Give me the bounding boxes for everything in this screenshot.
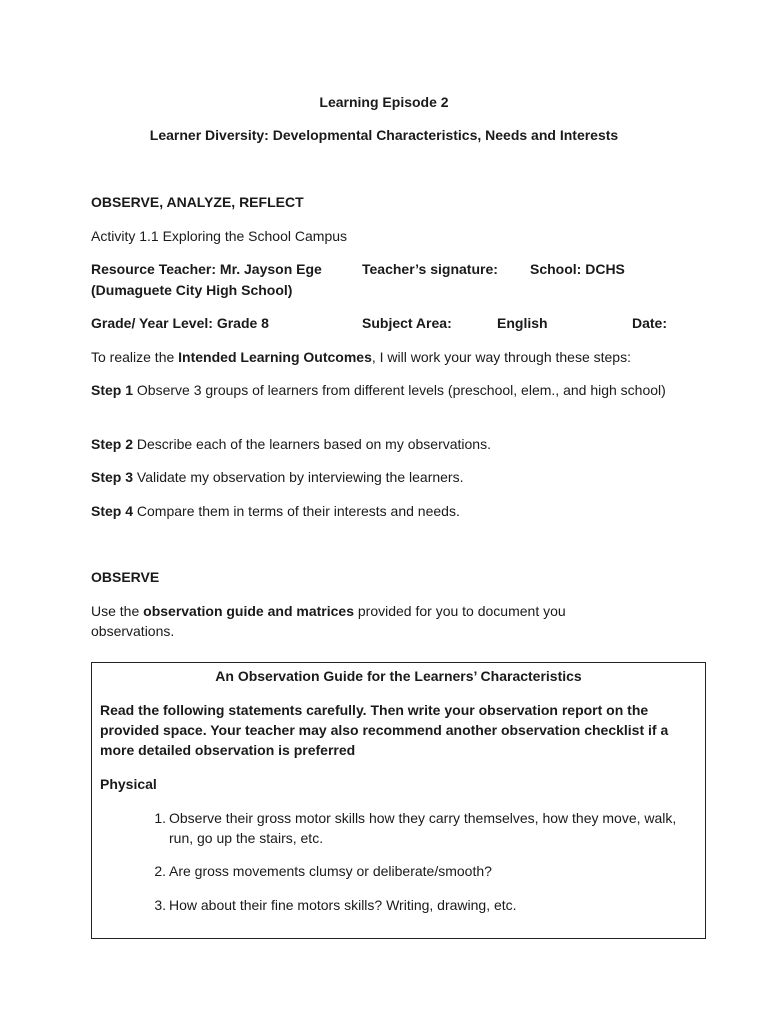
observe-text-start: Use the xyxy=(91,603,144,619)
activity-title: Activity 1.1 Exploring the School Campus xyxy=(91,228,348,244)
school-label: School: DCHS xyxy=(530,261,625,277)
step-4 xyxy=(91,501,681,521)
observe-paragraph xyxy=(91,601,611,641)
section-heading-observe-analyze-reflect: OBSERVE, ANALYZE, REFLECT xyxy=(91,194,304,210)
intro-paragraph xyxy=(91,347,681,367)
step-2 xyxy=(91,434,681,454)
intro-text-end: , I will work your way through these steps: xyxy=(371,349,631,365)
episode-title: Learning Episode 2 xyxy=(319,94,449,110)
observe-text-end: provided for you to document you observations. xyxy=(91,603,566,639)
observation-guide-and-matrices: observation guide and matrices xyxy=(143,603,354,619)
list-item-number: 3. xyxy=(154,897,166,913)
step-label: Step 4 xyxy=(91,503,134,519)
subject-area-value: English xyxy=(497,315,548,331)
observation-guide-title: An Observation Guide for the Learners’ Characteristics xyxy=(215,668,582,684)
date-label: Date: xyxy=(632,315,668,331)
step-text: Compare them in terms of their interests and needs. xyxy=(133,503,460,519)
step-1 xyxy=(91,380,681,400)
intended-learning-outcomes: Intended Learning Outcomes xyxy=(178,349,372,365)
subject-area-label: Subject Area: xyxy=(362,315,452,331)
step-text: Describe each of the learners based on my observations. xyxy=(133,436,491,452)
grade-level: Grade/ Year Level: Grade 8 xyxy=(91,315,269,331)
list-item-number: 1. xyxy=(154,810,166,826)
step-label: Step 2 xyxy=(91,436,134,452)
step-text: Observe 3 groups of learners from different levels (preschool, elem., and high school) xyxy=(133,382,666,398)
resource-teacher: Resource Teacher: Mr. Jayson Ege xyxy=(91,261,322,277)
step-label: Step 3 xyxy=(91,469,134,485)
teacher-signature-label: Teacher’s signature: xyxy=(362,261,498,277)
section-heading-observe: OBSERVE xyxy=(91,569,160,585)
observation-guide-instructions: Read the following statements carefully. Then write your observation report on the provided space. Your teacher may also recommend another observation checklist if a more detailed observation is preferred xyxy=(100,702,669,758)
step-label: Step 1 xyxy=(91,382,134,398)
list-item-text: Observe their gross motor skills how they carry themselves, how they move, walk, run, go up the stairs, etc. xyxy=(169,810,677,846)
observation-guide-box xyxy=(91,662,706,939)
list-item-text: How about their fine motors skills? Writing, drawing, etc. xyxy=(169,897,517,913)
intro-text-start: To realize the xyxy=(91,349,179,365)
list-item-text: Are gross movements clumsy or deliberate/smooth? xyxy=(169,863,492,879)
page-title: Learner Diversity: Developmental Characteristics, Needs and Interests xyxy=(149,127,619,143)
step-text: Validate my observation by interviewing the learners. xyxy=(133,469,464,485)
category-physical: Physical xyxy=(100,776,157,792)
school-full-name: (Dumaguete City High School) xyxy=(91,282,293,298)
list-item-number: 2. xyxy=(154,863,166,879)
step-3 xyxy=(91,467,681,487)
